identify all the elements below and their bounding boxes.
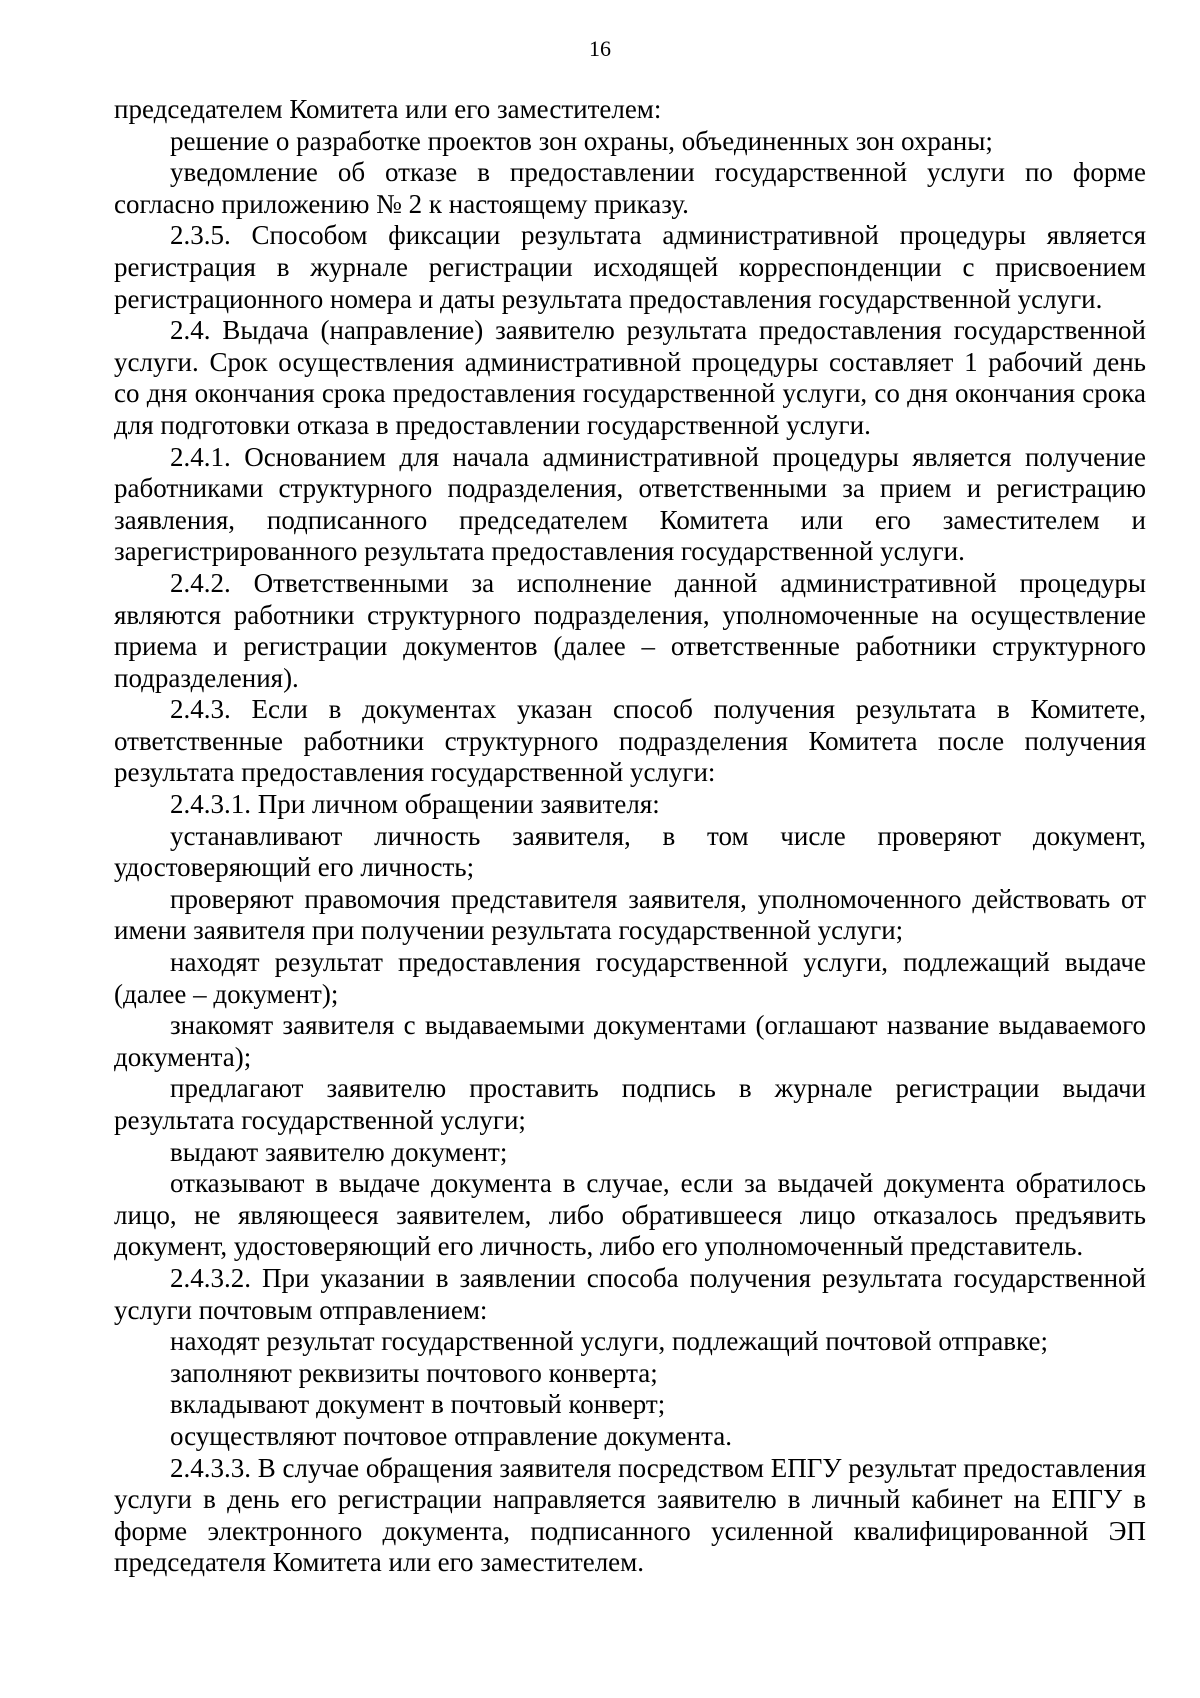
paragraph: 2.4. Выдача (направление) заявителю результата предоставления государственной услуги. Срок осуществления административной процедуры составляет 1 рабочий день со дня окончания срока предоставления государственной услуги, со дня окончания срока для подготовки отказа в предоставлении государственной услуги. [114, 315, 1146, 440]
document-body [114, 94, 1146, 1579]
paragraph: проверяют правомочия представителя заявителя, уполномоченного действовать от имени заявителя при получении результата государственной услуги; [114, 883, 1146, 946]
paragraph: 2.4.3.2. При указании в заявлении способа получения результата государственной услуги почтовым отправлением: [114, 1262, 1146, 1325]
paragraph: находят результат предоставления государственной услуги, подлежащий выдаче (далее – документ); [114, 947, 1146, 1009]
paragraph: заполняют реквизиты почтового конверта; [170, 1357, 658, 1388]
paragraph: 2.4.3.1. При личном обращении заявителя: [170, 789, 660, 820]
paragraph: 2.4.3.3. В случае обращения заявителя посредством ЕПГУ результат предоставления услуги в день его регистрации направляется заявителю в личный кабинет на ЕПГУ в форме электронного документа, подписанного усиленной квалифицированной ЭП председателя Комитета или его заместителем. [114, 1452, 1146, 1578]
paragraph: предлагают заявителю проставить подпись в журнале регистрации выдачи результата государственной услуги; [114, 1073, 1146, 1135]
paragraph: 2.4.1. Основанием для начала административной процедуры является получение работниками структурного подразделения, ответственными за прием и регистрацию заявления, подписанного председателем Комитета или его заместителем и зарегистрированного результата предоставления государственной услуги. [114, 441, 1146, 567]
page-number: 16 [589, 36, 611, 61]
paragraph: находят результат государственной услуги, подлежащий почтовой отправке; [170, 1326, 1048, 1357]
paragraph: вкладывают документ в почтовый конверт; [170, 1389, 666, 1420]
paragraph: знакомят заявителя с выдаваемыми документами (оглашают название выдаваемого документа); [114, 1010, 1146, 1072]
paragraph: 2.4.3. Если в документах указан способ получения результата в Комитете, ответственные работники структурного подразделения Комитета после получения результата предоставления государственной услуги: [114, 694, 1146, 788]
paragraph: 2.4.2. Ответственными за исполнение данной административной процедуры являются работники структурного подразделения, уполномоченные на осуществление приема и регистрации документов (далее – ответственные работники структурного подразделения). [114, 567, 1146, 693]
paragraph: решение о разработке проектов зон охраны, объединенных зон охраны; [170, 125, 993, 156]
paragraph: устанавливают личность заявителя, в том числе проверяют документ, удостоверяющий его личность; [114, 820, 1146, 883]
paragraph: отказывают в выдаче документа в случае, если за выдачей документа обратилось лицо, не являющееся заявителем, либо обратившееся лицо отказалось предъявить документ, удостоверяющий его личность, либо его уполномоченный представитель. [114, 1168, 1146, 1262]
paragraph: выдают заявителю документ; [170, 1136, 508, 1167]
paragraph: 2.3.5. Способом фиксации результата административной процедуры является регистрация в журнале регистрации исходящей корреспонденции с присвоением регистрационного номера и даты результата предоставления государственной услуги. [114, 220, 1146, 314]
paragraph: осуществляют почтовое отправление документа. [170, 1420, 732, 1451]
paragraph: председателем Комитета или его заместителем: [114, 94, 662, 124]
paragraph: уведомление об отказе в предоставлении государственной услуги по форме согласно приложению № 2 к настоящему приказу. [114, 157, 1146, 219]
